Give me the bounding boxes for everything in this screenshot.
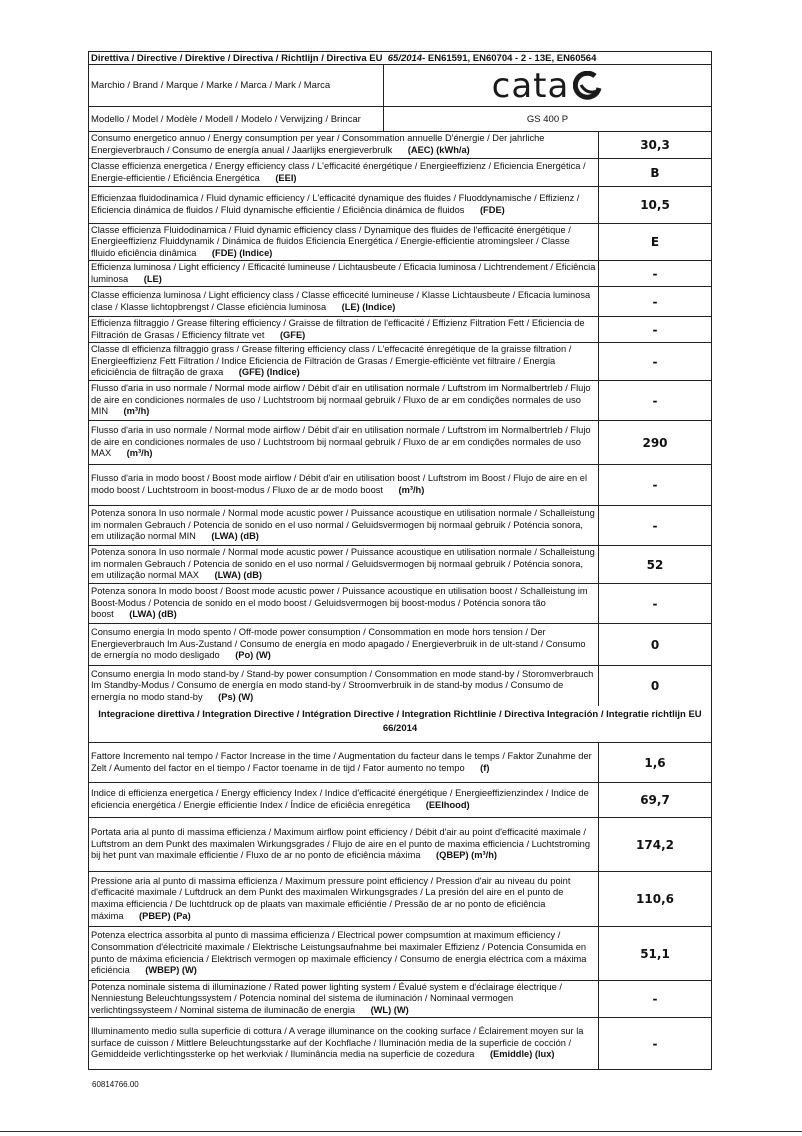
spec-label bbox=[89, 287, 599, 316]
spec-description: Flusso d'aria in uso normale / Normal mode airflow / Débit d'air en utilisation normale / Luftstrom im Normalbertrleb / Flujo de aire en condiciones normales de uso / Luchtstroom bij normaal gebruik / Fluxo de ar em condições normales de uso MAX bbox=[91, 425, 591, 459]
spec-code: (LWA) (dB) bbox=[211, 531, 259, 542]
spec-value: E bbox=[650, 235, 660, 249]
spec-value: - bbox=[652, 322, 658, 337]
spec-value: - bbox=[652, 596, 658, 611]
energy-label-table bbox=[88, 51, 712, 1070]
spec-description: Potenza sonora In uso normale / Normal mode acustic power / Puissance acoustique en utilisation normale / Schalleistung im normalen Gebrauch / Potencia de sonido en el uso normal / Geluidsvermogen bij normaal gebruik / Poténcia sonora, em utilização normal MIN bbox=[91, 508, 595, 542]
spec-label bbox=[89, 317, 599, 342]
spec-label bbox=[89, 465, 599, 505]
spec-label bbox=[89, 224, 599, 260]
spec-row bbox=[89, 584, 711, 624]
spec-code: (PBEP) (Pa) bbox=[139, 910, 191, 921]
spec-row bbox=[89, 927, 711, 981]
spec-description: Efficienza filtraggio / Grease filtering efficiency / Graisse de filtration de l'efficacité / Effizienz Filtration Fett / Eficiencia de Filtración de Grasas / Efficiency filtrate vet bbox=[91, 317, 585, 340]
spec-row bbox=[89, 783, 711, 818]
directive-standards: - EN61591, EN60704 - 2 - 13E, EN60564 bbox=[422, 53, 597, 64]
spec-label bbox=[89, 584, 599, 623]
spec-description: Classe dl efficienza filtraggio grass / Grease filtering efficiency class / L'effecacité énregétique de la graisse filtration / Energieeffizienz Fett Filtration / Indice Eficiencia de Filtración de Grasas / Emergie-efficiënte vet filtraire / Energia eficiciência de filtração de graxa bbox=[91, 344, 572, 378]
spec-value: 110,6 bbox=[636, 892, 674, 906]
spec-code: (Ps) (W) bbox=[218, 691, 254, 702]
spec-value: 52 bbox=[646, 557, 664, 572]
spec-value: - bbox=[652, 294, 658, 309]
spec-code: (LWA) (dB) bbox=[214, 570, 263, 581]
spec-value: 0 bbox=[650, 679, 660, 693]
spec-row bbox=[89, 465, 711, 506]
spec-code: (GFE) (Indice) bbox=[238, 367, 300, 378]
spec-description: Flusso d'aria in uso normale / Normal mode airflow / Débit d'air en utilisation normale / Luftstrom im Normalbertrleb / Flujo de aire en condiciones normales de uso / Luchtstroom bij normaal gebruik / Fluxo de ar em condições normales de uso MIN bbox=[91, 383, 591, 417]
spec-code: (f) bbox=[480, 762, 490, 773]
spec-code: (AEC) (kWh/a) bbox=[407, 145, 470, 155]
spec-description: Consumo energia In modo spento / Off-mode power consumption / Consommation en mode hors tension / Der Energieverbrauch Im Aus-Zustand / Consumo de energía en modo apagado / Energieverbruik in de ult-stand / Consumo de ernergía no modo desligado bbox=[91, 627, 586, 661]
spec-description: Potenza sonora In modo boost / Boost mode acustic power / Puissance acoustique en utilisation boost / Schalleistung im Boost-Modus / Potencia de sonido en el modo boost / Geluidsvermogen bij boost-modus / Poténcia sonora tão boost bbox=[91, 586, 588, 620]
spec-code: (LE) bbox=[143, 273, 162, 284]
spec-description: Classe efficienza luminosa / Light efficiency class / Classe efficecité lumineuse / Klasse Lichtausbeute / Eficacia luminosa clase / Klasse lichtopbrengst / Classe eficiència luminosa bbox=[91, 289, 591, 312]
spec-value: 30,3 bbox=[640, 138, 670, 152]
spec-code: (FDE) (Indice) bbox=[211, 247, 273, 258]
spec-value: - bbox=[652, 393, 658, 408]
spec-value: - bbox=[652, 478, 658, 492]
spec-description: Classe efficienza energetica / Energy efficiency class / L'efficacité énergétique / Energieeffizienz / Eficiencia Energética / Energie-efficientie / Eficiência Energética bbox=[91, 160, 586, 183]
spec-row bbox=[89, 666, 711, 706]
spec-value: - bbox=[652, 518, 658, 533]
spec-value: - bbox=[652, 266, 658, 281]
page-divider bbox=[0, 1131, 802, 1132]
brand-row bbox=[89, 65, 711, 107]
model-value: GS 400 P bbox=[526, 113, 569, 125]
spec-row bbox=[89, 159, 711, 187]
spec-description: Flusso d'aria in modo boost / Boost mode airflow / Débit d'air en utilisation boost / Luftstrom im Boost / Flujo de aire en el modo boost / Luchtstroom in boost-modus / Fluxo de ar de modo boost bbox=[91, 473, 588, 495]
spec-row bbox=[89, 187, 711, 224]
spec-description: Indice di efficienza energetica / Energy efficiency Index / Indice d'efficacité énergétique / Energieeffizienzindex / Indice de eficiencia energética / Energie efficientie Index / Índice de eficiêcia enregética bbox=[91, 788, 589, 810]
spec-row bbox=[89, 1018, 711, 1069]
spec-row bbox=[89, 287, 711, 317]
spec-value: 69,7 bbox=[640, 793, 670, 807]
spec-code: (m³/h) bbox=[126, 448, 153, 459]
spec-label bbox=[89, 981, 599, 1017]
spec-description: Portata aria al punto di massima efficienza / Maximum airflow point efficiency / Débit d'air au point d'efficacité maximale / Luftstrom an dem Punkt des maximalen Wirkungsgrades / Flujo de aire en el punto de maxima efficiencia / Luchtstroming bij het punt van maximale efficientie / Fluxo de ar no ponto de eficiência máxima bbox=[91, 827, 591, 861]
directive-header bbox=[89, 52, 711, 65]
spec-code: (WL) (W) bbox=[370, 1004, 409, 1015]
spec-label bbox=[89, 187, 599, 223]
spec-row bbox=[89, 381, 711, 421]
spec-value: B bbox=[650, 165, 660, 180]
spec-row bbox=[89, 506, 711, 546]
cata-logo-text: cata bbox=[491, 65, 570, 106]
spec-description: Illuminamento medio sulla superficie di cottura / A verage illuminance on the cooking surface / Éclairement moyen sur la surface de cuisson / Mittlere Beleuchtungsstarke auf der Kochflache / Iluminación media de la superficie de cocción / Gemiddeide verlichtingssterke op het werkviak / Iluminância media na superficie de cozedura bbox=[91, 1026, 584, 1060]
spec-value: - bbox=[652, 1036, 658, 1051]
spec-label bbox=[89, 132, 599, 158]
spec-label bbox=[89, 872, 599, 926]
spec-row bbox=[89, 981, 711, 1018]
spec-description: Efficienzaa fluidodinamica / Fluid dynamic efficiency / L'efficacité dynamique des fluides / Fluoddynamische / Effizienz / Eficiencia dinámica de fluidos / Fluid dynamische efficientie / Eficiência dinámica de fluidos bbox=[91, 193, 580, 215]
spec-label bbox=[89, 261, 599, 286]
spec-description: Consumo energetico annuo / Energy consumption per year / Consommation annuelle D'énergie / Der jahrliche Energieverbrauch / Consumo de energía anual / Jaarlijks energieverbrulk bbox=[91, 133, 545, 155]
spec-label bbox=[89, 624, 599, 665]
spec-label bbox=[89, 381, 599, 420]
spec-label bbox=[89, 343, 599, 380]
spec-description: Potenza nominale sistema di illuminazione / Rated power lighting system / Évalué system e d'éclairage électrique / Nenniestung Beleuchtungssystem / Potencia nominal del sistema de iluminación / Nominaal vermogen verlichtingssysteem / Nominal sistema de iluminacão de energia bbox=[91, 981, 562, 1015]
spec-row bbox=[89, 261, 711, 287]
spec-code: (Po) (W) bbox=[235, 650, 271, 661]
spec-code: (Emiddle) (lux) bbox=[489, 1049, 555, 1060]
spec-label bbox=[89, 421, 599, 464]
integration-section-title: Integracione direttiva / Integration Directive / Intégration Directive / Integration Richtlinie / Directiva Integración / Integratie richtlijn EU 66/2014 bbox=[89, 706, 711, 743]
spec-code: (QBEP) (m³/h) bbox=[436, 850, 497, 861]
spec-label bbox=[89, 506, 599, 545]
spec-code: (EElhood) bbox=[425, 800, 470, 810]
spec-label bbox=[89, 818, 599, 871]
spec-description: Pressione aria al punto di massima efficienza / Maximum pressure point efficiency / Pression d'air au niveau du point d'efficacité maximale / Luftdruck an dem Punkt des maximalen Wirkungsgrades / La presión del aire en el punto de maxima efficiencia / De luchtdruck op de plaats van maximale efficiéntie / Pressão de ar no ponto de eficiência máxima bbox=[91, 875, 571, 921]
spec-value: - bbox=[652, 354, 658, 369]
spec-code: (GFE) bbox=[279, 329, 306, 340]
spec-code: (WBEP) (W) bbox=[145, 965, 197, 976]
spec-value: 10,5 bbox=[640, 198, 670, 212]
spec-row bbox=[89, 343, 711, 381]
spec-row bbox=[89, 818, 711, 872]
spec-description: Classe efficienza Fluidodinamica / Fluid dynamic efficiency class / Dynamique des fluides de l'efficacité énergétique / Energieeffizienz Fluiddynamik / Dinámica de fluidos Eficiencia Energética / Energie-efficientie atromingsleer / Classe flluido eficiência dinâmica bbox=[91, 224, 571, 258]
spec-description: Consumo energia In modo stand-by / Stand-by power consumption / Consommation en mode stand-by / Storomverbrauch Im Standby-Modus / Consumo de energía en modo stand-by / Stroomverbruik in de stand-by modus / Consumo de ernergía no modo stand-by bbox=[91, 668, 594, 702]
model-label: Modello / Model / Modèle / Modell / Modelo / Verwijzing / Brincar bbox=[89, 107, 384, 131]
spec-row bbox=[89, 872, 711, 927]
spec-value: 51,1 bbox=[640, 946, 670, 961]
spec-description: Potenza sonora In uso normale / Normal mode acustic power / Puissance acoustique en utilisation normale / Schalleistung im normalen Gebrauch / Potencia de sonido en el uso normal / Geluidsvermogen bij normaal gebruik / Poténcia sonora, em utilização normal MAX bbox=[91, 547, 595, 581]
spec-value: 174,2 bbox=[636, 837, 674, 852]
spec-code: (LWA) (dB) bbox=[129, 609, 177, 620]
spec-label bbox=[89, 743, 599, 782]
spec-label bbox=[89, 666, 599, 706]
spec-code: (m³/h) bbox=[123, 406, 150, 417]
spec-value: 0 bbox=[650, 637, 660, 652]
spec-label bbox=[89, 927, 599, 980]
spec-code: (m³/h) bbox=[398, 485, 425, 495]
spec-code: (EEI) bbox=[275, 172, 297, 183]
brand-label: Marchio / Brand / Marque / Marke / Marca / Mark / Marca bbox=[89, 65, 384, 106]
spec-row bbox=[89, 743, 711, 783]
spec-label bbox=[89, 1018, 599, 1069]
spec-row bbox=[89, 546, 711, 584]
spec-row bbox=[89, 421, 711, 465]
document-code: 60814766.00 bbox=[92, 1080, 139, 1089]
directive-number: 65/2014 bbox=[387, 53, 423, 64]
spec-label bbox=[89, 159, 599, 186]
spec-value: - bbox=[652, 992, 658, 1006]
spec-value: 1,6 bbox=[644, 755, 666, 770]
spec-label bbox=[89, 546, 599, 583]
spec-description: Efficienza luminosa / Light efficiency / Efficacité lumineuse / Lichtausbeute / Eficacia luminosa / Lichtrendement / Eficiência luminosa bbox=[91, 261, 596, 284]
spec-row bbox=[89, 224, 711, 261]
spec-description: Potenza electrica assorbita al punto di massima efficienza / Electrical power compsumtion at maximum efficiency / Consommation d'électricité maximale / Elektrische Leistungsaufnahme bei maximaler Effizienz / Potencia Consumida en punto de máxima eficiencia / Elektrisch vermogen op maximale efficiency / Consumo de energia eléctrica com a máxima eficiéncia bbox=[91, 930, 587, 976]
spec-label bbox=[89, 783, 599, 817]
spec-code: (FDE) bbox=[479, 205, 505, 215]
directive-prefix: Direttiva / Directive / Direktive / Directiva / Richtlijn / Directiva EU bbox=[91, 53, 383, 64]
spec-code: (LE) (Indice) bbox=[341, 301, 396, 312]
brand-logo bbox=[384, 65, 711, 106]
model-row bbox=[89, 107, 711, 132]
spec-row bbox=[89, 132, 711, 159]
cata-logo-icon bbox=[573, 71, 603, 101]
spec-value: 290 bbox=[642, 435, 668, 450]
spec-description: Fattore Incremento nal tempo / Factor Increase in the time / Augmentation du facteur dans le temps / Faktor Zunahme der Zelt / Aumento del factor en el tiempo / Factor toename in de tijd / Fator aumento no tempo bbox=[91, 750, 592, 773]
spec-row bbox=[89, 624, 711, 666]
spec-row bbox=[89, 317, 711, 343]
